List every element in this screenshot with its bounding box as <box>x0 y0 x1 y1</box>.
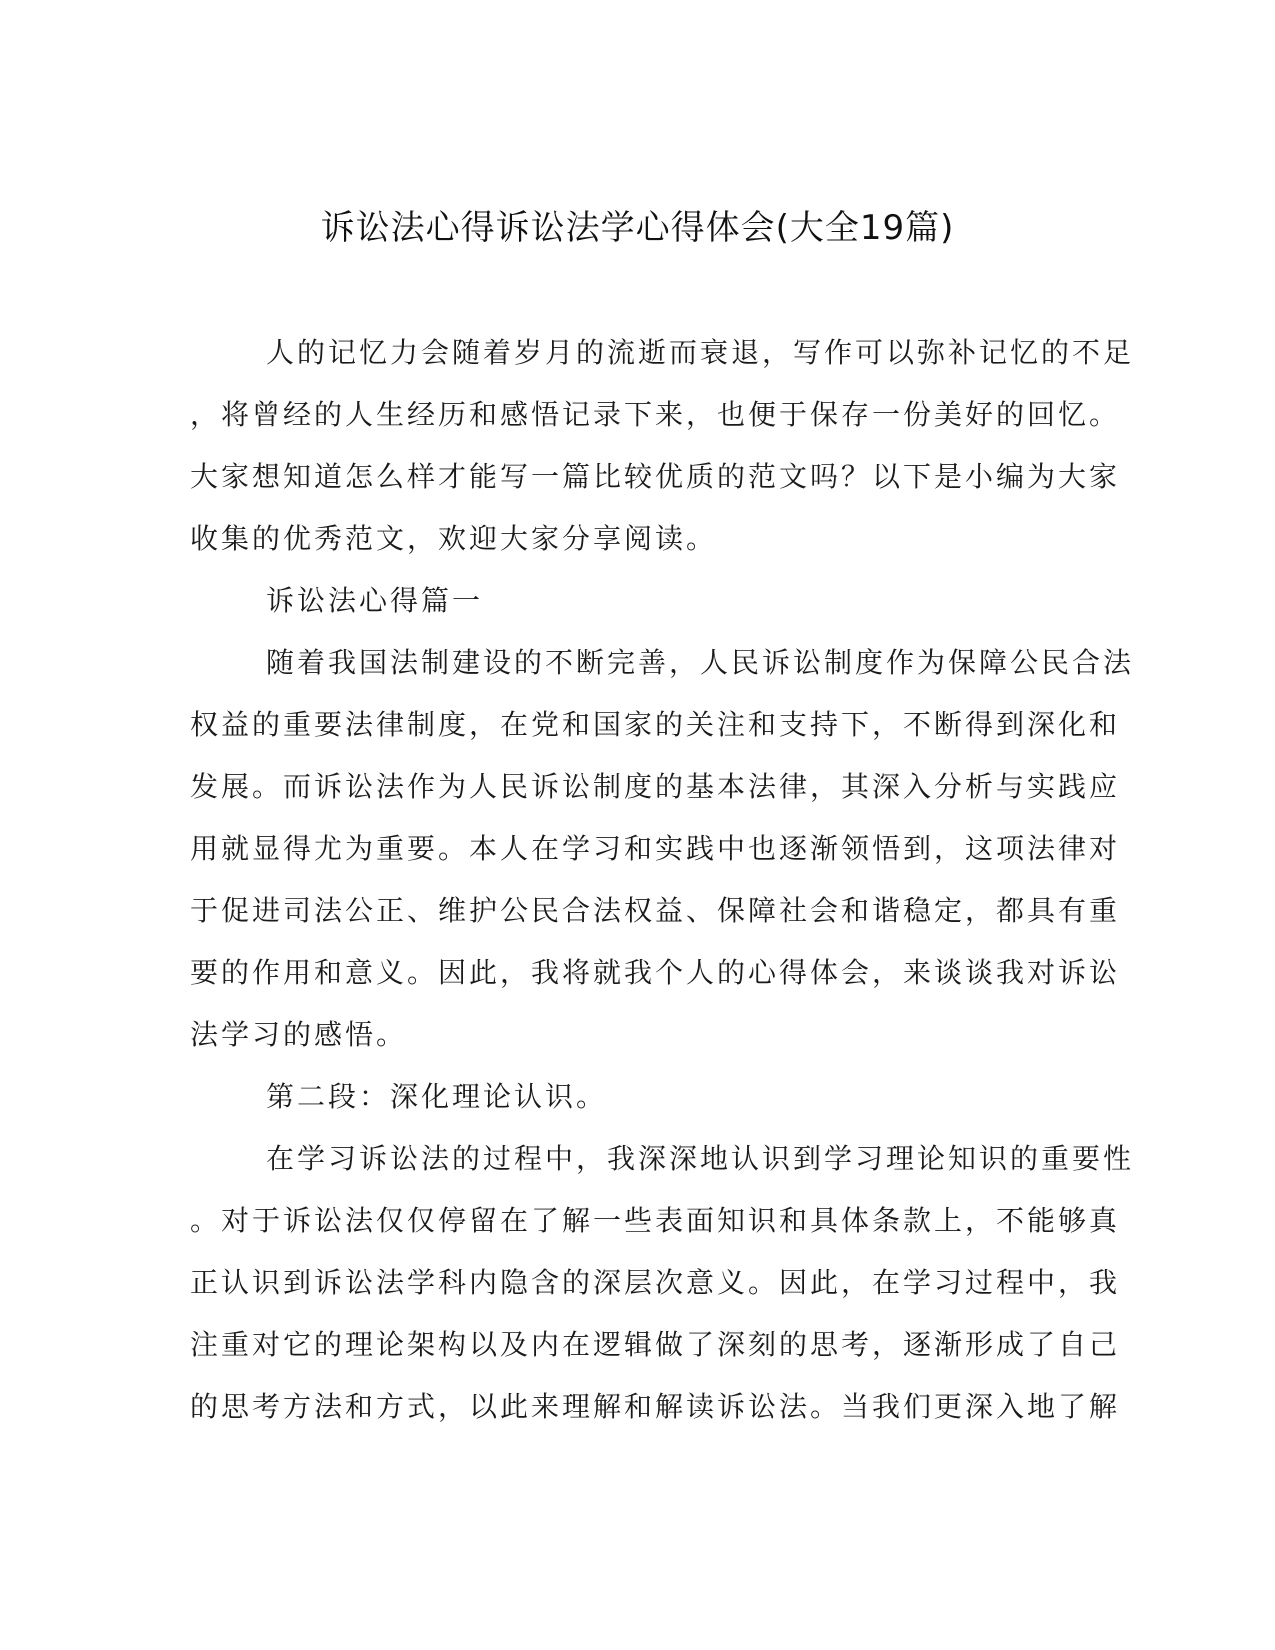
text-line: ，将曾经的人生经历和感悟记录下来，也便于保存一份美好的回忆。 <box>190 398 1121 431</box>
document-title: 诉讼法心得诉讼法学心得体会(大全19篇) <box>320 208 955 248</box>
text-line: 。对于诉讼法仅仅停留在了解一些表面知识和具体条款上，不能够真 <box>190 1204 1121 1237</box>
text-line: 在学习诉讼法的过程中，我深深地认识到学习理论知识的重要性 <box>266 1142 1135 1175</box>
text-line: 收集的优秀范文，欢迎大家分享阅读。 <box>190 522 718 555</box>
text-line: 人的记忆力会随着岁月的流逝而衰退，写作可以弥补记忆的不足 <box>266 336 1135 369</box>
text-line: 权益的重要法律制度，在党和国家的关注和支持下，不断得到深化和 <box>190 708 1121 741</box>
document-body <box>190 322 1135 1438</box>
section-heading: 第二段：深化理论认识。 <box>266 1080 608 1113</box>
text-line: 于促进司法公正、维护公民合法权益、保障社会和谐稳定，都具有重 <box>190 894 1121 927</box>
text-line: 要的作用和意义。因此，我将就我个人的心得体会，来谈谈我对诉讼 <box>190 956 1121 989</box>
text-line: 正认识到诉讼法学科内隐含的深层次意义。因此，在学习过程中，我 <box>190 1266 1121 1299</box>
text-line: 注重对它的理论架构以及内在逻辑做了深刻的思考，逐渐形成了自己 <box>190 1328 1121 1361</box>
text-line: 大家想知道怎么样才能写一篇比较优质的范文吗？以下是小编为大家 <box>190 460 1121 493</box>
section-heading: 诉讼法心得篇一 <box>266 584 484 617</box>
text-line: 发展。而诉讼法作为人民诉讼制度的基本法律，其深入分析与实践应 <box>190 770 1121 803</box>
text-line: 的思考方法和方式，以此来理解和解读诉讼法。当我们更深入地了解 <box>190 1390 1121 1423</box>
text-line: 法学习的感悟。 <box>190 1018 408 1051</box>
text-line: 用就显得尤为重要。本人在学习和实践中也逐渐领悟到，这项法律对 <box>190 832 1121 865</box>
text-line: 随着我国法制建设的不断完善，人民诉讼制度作为保障公民合法 <box>266 646 1135 679</box>
